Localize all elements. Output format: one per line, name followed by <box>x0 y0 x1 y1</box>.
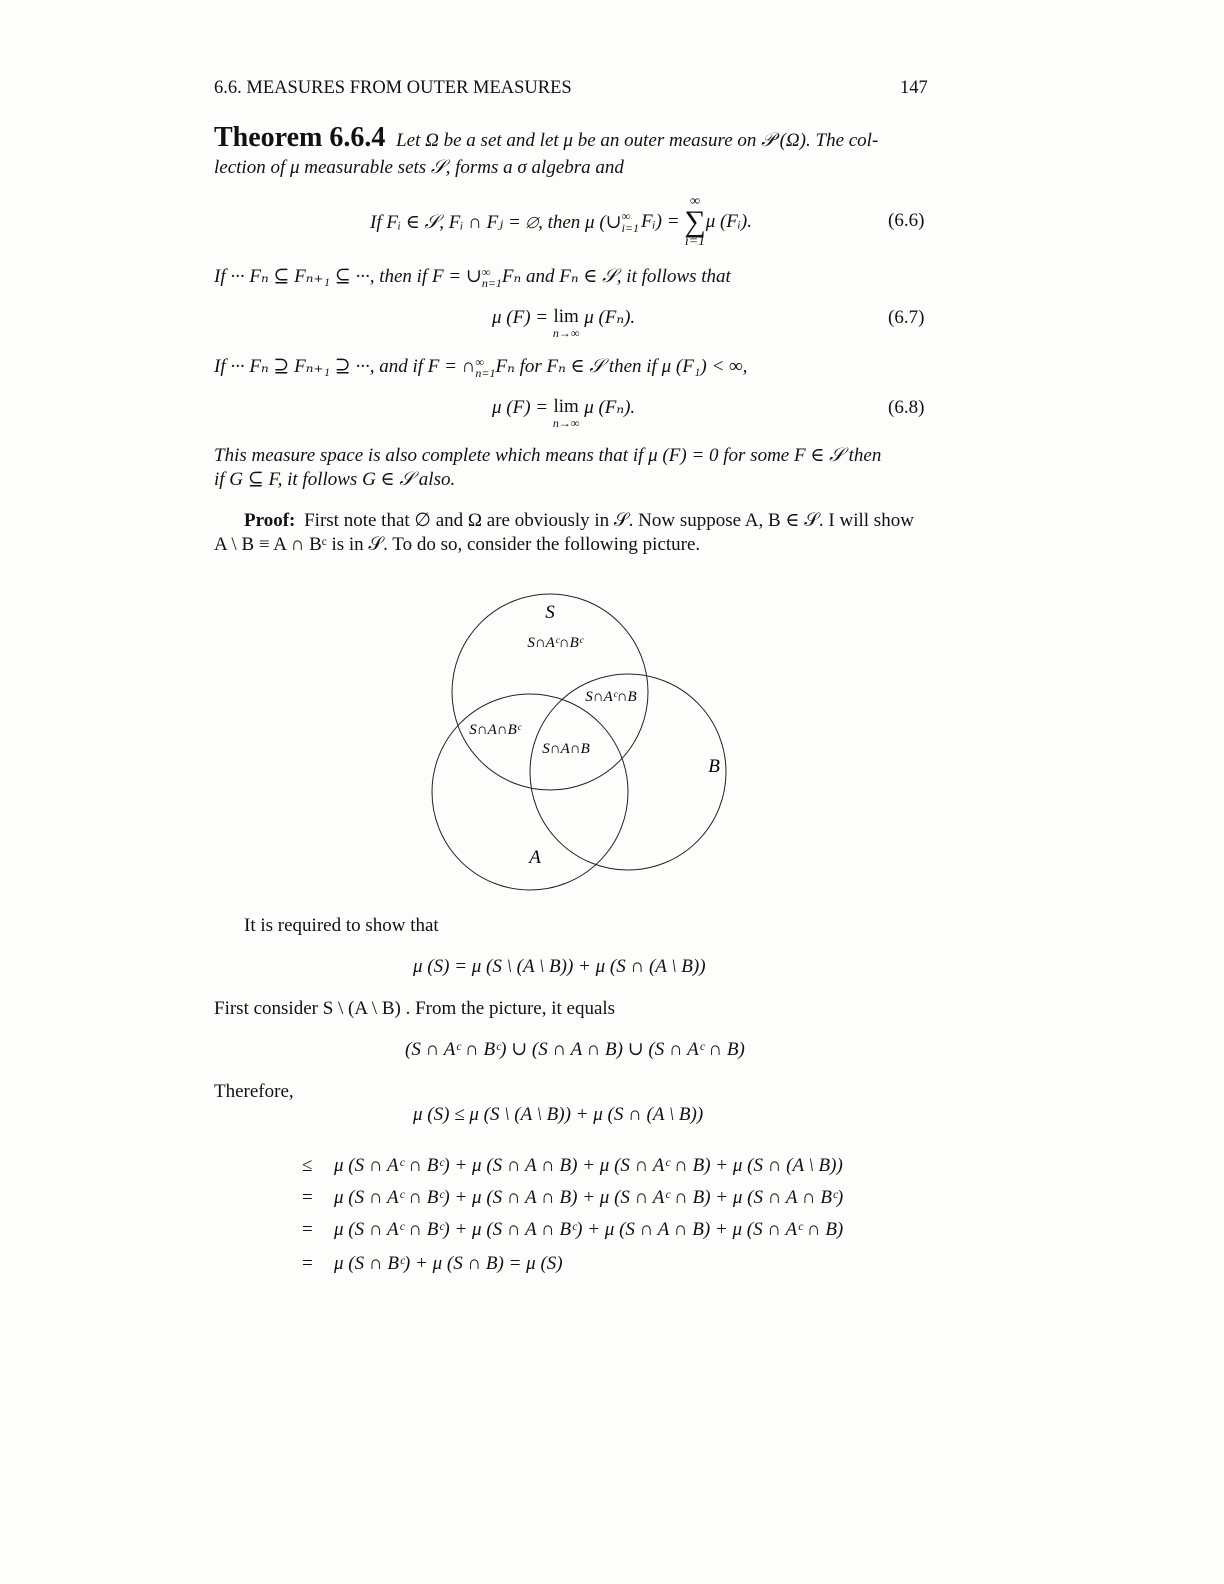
chain-row-3 <box>302 1219 843 1241</box>
condition-6-7 <box>214 265 731 289</box>
eq67-number: (6.7) <box>888 307 925 328</box>
proof-line-1 <box>244 509 914 533</box>
proof-line-2: A \ B ≡ A ∩ Bᶜ is in 𝒮. To do so, consider the following picture. <box>214 534 701 555</box>
eq67-right: μ (Fₙ). <box>584 307 636 328</box>
region-s-b: S∩Aᶜ∩B <box>585 689 637 705</box>
chain-expr-2: μ (S ∩ Aᶜ ∩ Bᶜ) + μ (S ∩ A ∩ B) + μ (S ∩ Aᶜ ∩ B) + μ (S ∩ A ∩ Bᶜ) <box>334 1187 844 1208</box>
therefore-text: Therefore, <box>214 1081 294 1102</box>
eq66-number: (6.6) <box>888 210 925 231</box>
equation-6-7 <box>492 306 635 338</box>
eq66-mid: Fᵢ) = <box>641 211 680 232</box>
sum-symbol: ∑ <box>684 205 706 238</box>
completeness-line-2: if G ⊆ F, it follows G ∈ 𝒮 also. <box>214 469 456 490</box>
label-s: S <box>545 602 555 623</box>
page-number: 147 <box>900 78 928 98</box>
required-text: It is required to show that <box>244 915 439 936</box>
theorem-line-2: lection of μ measurable sets 𝒮, forms a σ algebra and <box>214 157 624 178</box>
chain-row-1 <box>302 1155 843 1177</box>
first-consider-text: First consider S \ (A \ B) . From the picture, it equals <box>214 998 616 1019</box>
cond68-sup: ∞ <box>475 354 484 369</box>
region-s-only: S∩Aᶜ∩Bᶜ <box>527 635 583 651</box>
chain-row-4 <box>302 1253 563 1275</box>
eq66-sum <box>684 196 705 248</box>
eq66-bottom: i=1 <box>621 221 640 235</box>
cond67-rest: Fₙ and Fₙ ∈ 𝒮, it follows that <box>501 266 731 287</box>
chain-expr-1: μ (S ∩ Aᶜ ∩ Bᶜ) + μ (S ∩ A ∩ B) + μ (S ∩ Aᶜ ∩ B) + μ (S ∩ (A \ B)) <box>334 1155 843 1176</box>
eq68-lim: lim <box>553 396 579 417</box>
equation-6-6 <box>370 196 752 248</box>
chain-rel-2: = <box>302 1187 313 1208</box>
eq-first: μ (S) ≤ μ (S \ (A \ B)) + μ (S ∩ (A \ B)) <box>413 1104 704 1125</box>
chain-row-2 <box>302 1187 843 1209</box>
chain-rel-4: = <box>302 1253 313 1274</box>
chain-rel-3: = <box>302 1219 313 1240</box>
proof-text-1: First note that ∅ and Ω are obviously in 𝒮. Now suppose A, B ∈ 𝒮. I will show <box>304 510 914 531</box>
eq66-sum-top: ∞ <box>690 194 700 209</box>
eq68-left: μ (F) = <box>492 397 549 418</box>
cond68-rest: Fₙ for Fₙ ∈ 𝒮 then if μ (F₁) < ∞, <box>495 356 748 377</box>
proof-label: Proof: <box>244 510 296 531</box>
eq67-under: n→∞ <box>552 326 580 340</box>
eq66-left: If Fᵢ ∈ 𝒮, Fᵢ ∩ Fⱼ = ∅, then μ (∪ <box>370 211 622 233</box>
eq66-sum-bottom: i=1 <box>684 234 706 249</box>
theorem-text-1: Let Ω be a set and let μ be an outer measure on 𝒫 (Ω). The col- <box>396 130 879 151</box>
eq67-left: μ (F) = <box>492 307 549 328</box>
eq66-top: ∞ <box>621 209 631 223</box>
label-a: A <box>529 847 541 868</box>
eq-required: μ (S) = μ (S \ (A \ B)) + μ (S ∩ (A \ B)) <box>413 956 706 977</box>
eq-union: (S ∩ Aᶜ ∩ Bᶜ) ∪ (S ∩ A ∩ B) ∪ (S ∩ Aᶜ ∩ B) <box>405 1039 745 1060</box>
condition-6-8 <box>214 355 747 379</box>
running-header: 6.6. MEASURES FROM OUTER MEASURES <box>214 78 572 98</box>
region-s-a-b: S∩A∩B <box>542 741 590 757</box>
theorem-title: Theorem 6.6.4 <box>214 122 386 153</box>
eq68-under: n→∞ <box>552 416 580 430</box>
eq68-number: (6.8) <box>888 397 925 418</box>
completeness-line-1: This measure space is also complete which means that if μ (F) = 0 for some F ∈ 𝒮 then <box>214 445 882 466</box>
equation-6-8 <box>492 396 635 428</box>
label-b: B <box>708 756 720 777</box>
eq66-right: μ (Fᵢ). <box>705 211 752 232</box>
chain-expr-3: μ (S ∩ Aᶜ ∩ Bᶜ) + μ (S ∩ A ∩ Bᶜ) + μ (S ∩ A ∩ B) + μ (S ∩ Aᶜ ∩ B) <box>334 1219 844 1240</box>
eq68-right: μ (Fₙ). <box>584 397 636 418</box>
cond68-text: If ··· Fₙ ⊇ Fₙ₊₁ ⊇ ···, and if F = ∩ <box>214 356 476 377</box>
cond67-text: If ··· Fₙ ⊆ Fₙ₊₁ ⊆ ···, then if F = ∪ <box>214 266 482 287</box>
chain-rel-1: ≤ <box>302 1155 313 1176</box>
theorem-line-1 <box>214 122 879 153</box>
eq67-lim: lim <box>553 306 579 327</box>
cond68-sub: n=1 <box>475 365 496 380</box>
cond67-sub: n=1 <box>481 275 502 290</box>
venn-diagram <box>420 585 740 900</box>
cond67-sup: ∞ <box>481 264 491 279</box>
region-s-a: S∩A∩Bᶜ <box>469 722 521 738</box>
chain-expr-4: μ (S ∩ Bᶜ) + μ (S ∩ B) = μ (S) <box>334 1253 563 1274</box>
